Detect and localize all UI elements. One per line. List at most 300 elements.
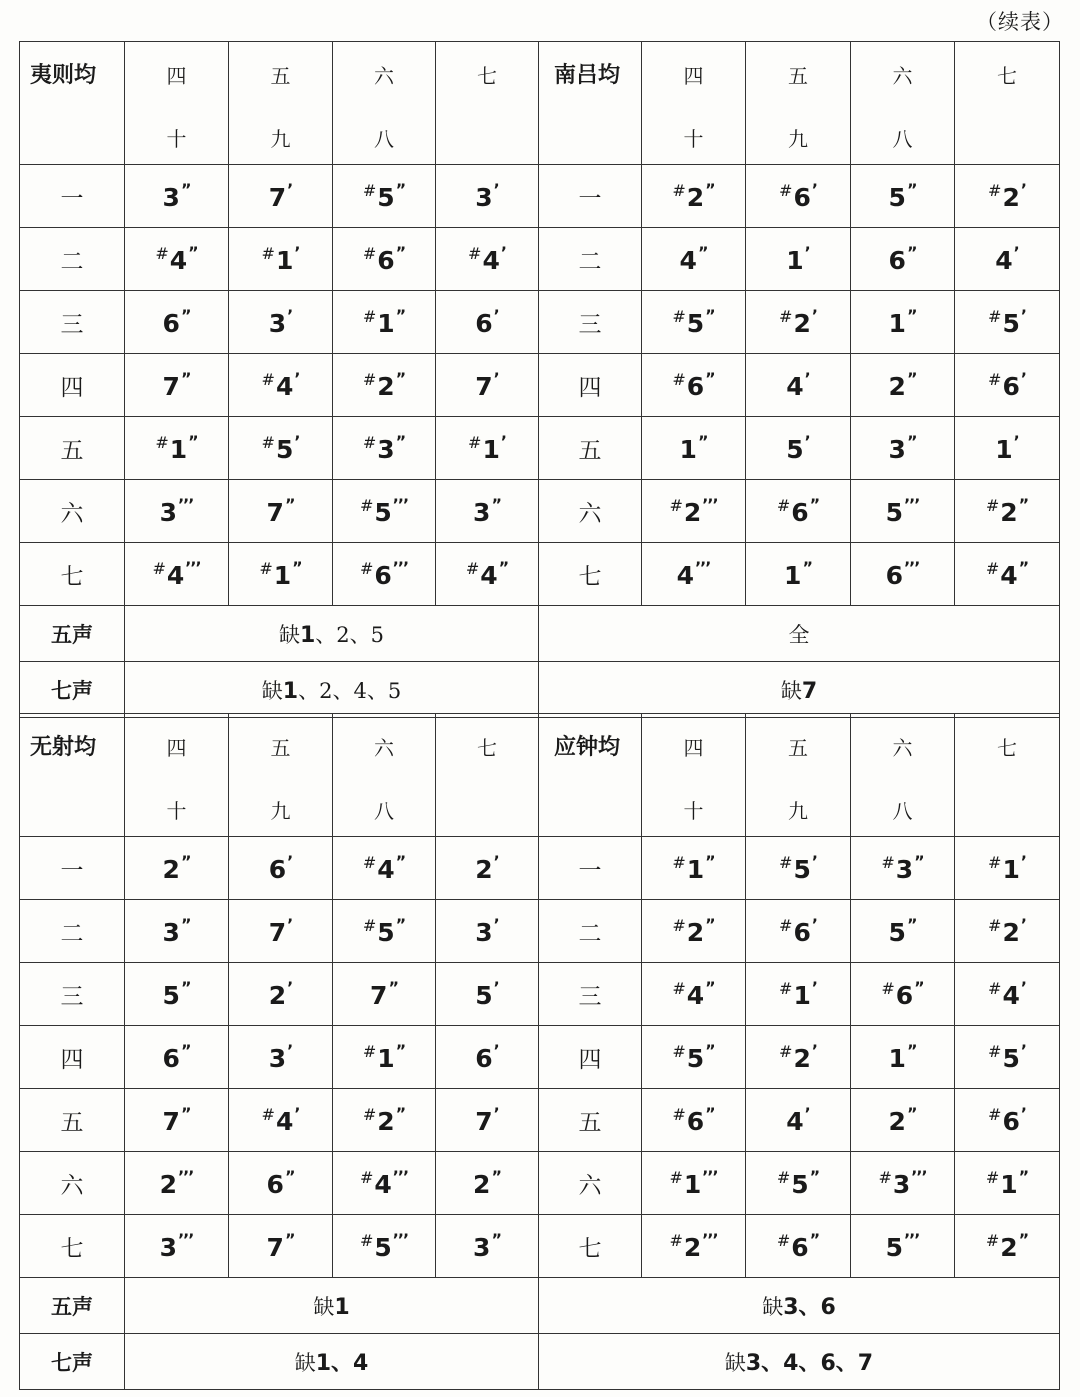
- octave-mark: ’: [804, 1104, 810, 1123]
- pitch-cell: [333, 417, 436, 480]
- octave-mark: ”: [1018, 495, 1029, 514]
- pitch-note: [363, 180, 405, 212]
- position-upper: 七: [997, 64, 1017, 88]
- octave-mark: ”: [705, 1104, 715, 1123]
- pitch-note: [363, 1041, 405, 1073]
- note-numeral: 5: [786, 435, 804, 464]
- pitch-note: [360, 558, 408, 590]
- sharp-sign: #: [362, 916, 377, 935]
- pitch-cell: [746, 480, 851, 543]
- string-number: 三: [539, 291, 642, 354]
- pitch-note: [988, 180, 1026, 212]
- string-number: 五: [539, 1089, 642, 1152]
- note-numeral: 3: [475, 918, 493, 947]
- pitch-note: [363, 243, 405, 275]
- pitch-note: [988, 915, 1026, 947]
- right-summary: [539, 1334, 1060, 1390]
- string-row: [20, 1215, 1060, 1278]
- pitch-note: [988, 1041, 1026, 1073]
- pitch-cell: [746, 1215, 851, 1278]
- octave-mark: ”: [180, 1104, 191, 1123]
- pitch-cell: [229, 543, 333, 606]
- string-number: 六: [20, 480, 125, 543]
- pitch-cell: [436, 291, 539, 354]
- pitch-cell: [436, 1026, 539, 1089]
- scale-label: 七声: [20, 1334, 125, 1390]
- note-numeral: 7: [266, 1233, 284, 1262]
- scale-label: 五声: [20, 606, 125, 662]
- summary-note: 3、4、6、7: [745, 1351, 874, 1376]
- string-number: 七: [20, 1215, 125, 1278]
- string-row: [20, 291, 1060, 354]
- string-position-header: [746, 42, 851, 165]
- pitch-cell: [955, 417, 1060, 480]
- octave-mark: ”: [906, 369, 917, 388]
- octave-mark: ”: [395, 180, 406, 199]
- octave-mark: ”: [491, 495, 501, 514]
- pitch-cell: [229, 1026, 333, 1089]
- sharp-sign: #: [779, 181, 793, 200]
- pitch-note: [473, 1167, 501, 1199]
- summary-note: 1、4: [315, 1351, 369, 1376]
- pitch-cell: [333, 1215, 436, 1278]
- note-numeral: 2: [159, 1170, 178, 1199]
- pitch-cell: [746, 963, 851, 1026]
- pitch-note: [155, 243, 197, 275]
- octave-mark: ’’’: [904, 1230, 920, 1249]
- pitch-cell: [955, 543, 1060, 606]
- string-position-header: [746, 714, 851, 837]
- pitch-cell: [229, 1152, 333, 1215]
- position-upper: 五: [788, 64, 808, 88]
- position-lower: 十: [166, 799, 187, 823]
- pitch-note: [672, 306, 714, 338]
- sharp-sign: #: [779, 853, 793, 872]
- note-numeral: 6: [686, 372, 705, 401]
- note-numeral: 2: [1000, 1233, 1018, 1262]
- summary-text: 缺: [278, 622, 300, 647]
- sharp-sign: #: [779, 307, 793, 326]
- note-numeral: 2: [1002, 183, 1020, 212]
- octave-mark: ’’’: [392, 558, 409, 577]
- sharp-sign: #: [259, 559, 273, 578]
- pitch-note: [786, 243, 809, 275]
- octave-mark: ”: [705, 180, 715, 199]
- pitch-cell: [333, 900, 436, 963]
- string-number: 二: [20, 900, 125, 963]
- pitch-note: [669, 1167, 717, 1199]
- string-number: 一: [539, 837, 642, 900]
- pitch-cell: [746, 354, 851, 417]
- note-numeral: 5: [791, 1170, 809, 1199]
- sharp-sign: #: [362, 370, 377, 389]
- position-lower: 八: [374, 799, 394, 823]
- octave-mark: ”: [705, 369, 715, 388]
- octave-mark: ”: [395, 915, 406, 934]
- octave-mark: ’: [1020, 978, 1026, 997]
- pitch-note: [475, 852, 498, 884]
- pitch-note: [360, 1167, 408, 1199]
- pitch-cell: [229, 291, 333, 354]
- note-numeral: 4: [786, 1107, 804, 1136]
- pitch-cell: [229, 480, 333, 543]
- pitch-cell: [642, 543, 746, 606]
- octave-mark: ”: [809, 495, 820, 514]
- pitch-cell: [642, 228, 746, 291]
- summary-rest: 、2、5: [315, 622, 385, 647]
- octave-mark: ”: [180, 978, 191, 997]
- position-lower: 九: [270, 799, 291, 823]
- pitch-cell: [125, 228, 229, 291]
- group-name: 应钟均: [539, 714, 642, 837]
- note-numeral: 3: [475, 183, 493, 212]
- string-number: 七: [20, 543, 125, 606]
- sharp-sign: #: [988, 181, 1002, 200]
- sharp-sign: #: [988, 370, 1002, 389]
- pitch-cell: [746, 900, 851, 963]
- octave-mark: ”: [1018, 1167, 1029, 1186]
- note-numeral: 1: [273, 561, 292, 590]
- position-lower: 九: [788, 127, 808, 151]
- missing-tones: [762, 1295, 836, 1319]
- note-numeral: 1: [1000, 1170, 1018, 1199]
- pitch-note: [779, 306, 817, 338]
- pitch-note: [267, 495, 295, 527]
- sharp-sign: #: [261, 244, 275, 263]
- octave-mark: ”: [188, 432, 198, 451]
- note-numeral: 6: [162, 1044, 180, 1073]
- pitch-cell: [125, 1215, 229, 1278]
- octave-mark: ’: [811, 1041, 817, 1060]
- summary-note: 1: [299, 622, 316, 648]
- pitch-cell: [955, 1089, 1060, 1152]
- note-numeral: 5: [475, 981, 493, 1010]
- sharp-sign: #: [261, 370, 275, 389]
- pitch-note: [160, 1230, 194, 1262]
- pitch-note: [786, 369, 809, 401]
- note-numeral: 3: [268, 309, 287, 338]
- note-numeral: 7: [162, 372, 180, 401]
- pitch-note: [468, 243, 506, 275]
- pitch-cell: [125, 1026, 229, 1089]
- octave-mark: ’: [493, 1104, 499, 1123]
- summary-text: 缺: [762, 1295, 784, 1319]
- pitch-note: [473, 495, 501, 527]
- octave-mark: ”: [1018, 1230, 1029, 1249]
- pitch-note: [779, 1041, 817, 1073]
- note-numeral: 5: [162, 981, 180, 1010]
- pitch-cell: [125, 480, 229, 543]
- string-position-header: [851, 714, 955, 837]
- pitch-note: [988, 369, 1026, 401]
- pitch-cell: [229, 228, 333, 291]
- pitch-note: [475, 1041, 498, 1073]
- octave-mark: ’: [493, 852, 499, 871]
- pitch-note: [262, 1104, 300, 1136]
- pitch-note: [163, 369, 191, 401]
- pitch-note: [886, 558, 920, 590]
- pitch-cell: [642, 1152, 746, 1215]
- seven-tone-row: [20, 1334, 1060, 1390]
- pitch-note: [269, 852, 292, 884]
- note-numeral: 4: [676, 561, 695, 590]
- pitch-cell: [229, 354, 333, 417]
- pitch-note: [475, 369, 498, 401]
- octave-mark: ’: [493, 978, 499, 997]
- string-row: [20, 480, 1060, 543]
- octave-mark: ”: [180, 1041, 191, 1060]
- pitch-note: [889, 180, 917, 212]
- sharp-sign: #: [779, 916, 793, 935]
- sharp-sign: #: [985, 1168, 1000, 1187]
- octave-mark: ’: [287, 1041, 293, 1060]
- note-numeral: 7: [162, 1107, 180, 1136]
- pitch-note: [360, 495, 408, 527]
- note-numeral: 5: [885, 498, 904, 527]
- octave-mark: ”: [705, 915, 715, 934]
- pitch-note: [680, 243, 708, 275]
- octave-mark: ”: [180, 180, 191, 199]
- octave-mark: ’: [1020, 852, 1026, 871]
- pitch-note: [160, 495, 194, 527]
- pitch-note: [779, 180, 817, 212]
- note-numeral: 6: [475, 1044, 493, 1073]
- pitch-note: [672, 1104, 714, 1136]
- pitch-note: [881, 978, 923, 1010]
- sharp-sign: #: [881, 853, 895, 872]
- pitch-note: [995, 243, 1018, 275]
- summary-note: 1: [334, 1294, 350, 1320]
- pitch-note: [672, 915, 714, 947]
- note-numeral: 2: [683, 498, 702, 527]
- sharp-sign: #: [465, 559, 480, 578]
- sharp-sign: #: [669, 1231, 683, 1250]
- note-numeral: 3: [895, 855, 914, 884]
- note-numeral: 7: [266, 498, 284, 527]
- position-upper: 五: [270, 64, 291, 88]
- pitch-note: [669, 1230, 717, 1262]
- sharp-sign: #: [881, 979, 895, 998]
- sharp-sign: #: [988, 853, 1002, 872]
- note-numeral: 3: [888, 435, 906, 464]
- sharp-sign: #: [672, 853, 686, 872]
- octave-mark: ’: [811, 978, 817, 997]
- summary-note: 3、6: [783, 1295, 836, 1320]
- position-lower: 十: [683, 127, 704, 151]
- octave-mark: ’’’: [702, 1167, 718, 1186]
- left-summary: [125, 1278, 539, 1334]
- pitch-note: [889, 243, 917, 275]
- octave-mark: ’: [804, 243, 810, 262]
- pitch-note: [672, 369, 714, 401]
- pitch-cell: [436, 900, 539, 963]
- note-numeral: 1: [786, 246, 804, 275]
- string-position-header: [436, 714, 539, 837]
- note-numeral: 2: [793, 1044, 811, 1073]
- octave-mark: ’: [294, 432, 300, 451]
- note-numeral: 3: [162, 183, 180, 212]
- string-number: 五: [20, 417, 125, 480]
- pitch-cell: [436, 417, 539, 480]
- pitch-note: [269, 978, 292, 1010]
- string-row: [20, 165, 1060, 228]
- pitch-note: [986, 495, 1028, 527]
- string-position-header: [125, 714, 229, 837]
- pitch-note: [475, 1104, 498, 1136]
- pitch-cell: [125, 543, 229, 606]
- octave-mark: ’: [811, 852, 817, 871]
- octave-mark: ’: [804, 432, 810, 451]
- sharp-sign: #: [985, 559, 1000, 578]
- octave-mark: ’: [1013, 432, 1019, 451]
- note-numeral: 4: [374, 1170, 392, 1199]
- pitch-note: [889, 369, 917, 401]
- pitch-cell: [333, 1152, 436, 1215]
- summary-text: 缺: [724, 1351, 746, 1375]
- five-tone-row: [20, 1278, 1060, 1334]
- note-numeral: 4: [482, 246, 500, 275]
- pitch-cell: [333, 1026, 436, 1089]
- pitch-cell: [851, 900, 955, 963]
- note-numeral: 4: [377, 855, 395, 884]
- note-numeral: 6: [895, 981, 914, 1010]
- note-numeral: 6: [793, 918, 811, 947]
- note-numeral: 1: [377, 309, 395, 338]
- octave-mark: ’’’: [904, 495, 920, 514]
- string-number: 一: [20, 837, 125, 900]
- octave-mark: ’’’: [392, 1167, 409, 1186]
- pitch-note: [267, 1167, 295, 1199]
- pitch-note: [163, 915, 191, 947]
- pitch-note: [363, 369, 405, 401]
- note-numeral: 6: [377, 246, 395, 275]
- left-summary: [125, 662, 539, 718]
- note-numeral: 3: [473, 498, 491, 527]
- pitch-cell: [436, 1215, 539, 1278]
- group-header-row: [20, 714, 1060, 837]
- octave-mark: ’: [287, 180, 293, 199]
- pitch-cell: [436, 543, 539, 606]
- position-upper: 六: [374, 64, 394, 88]
- sharp-sign: #: [359, 496, 374, 515]
- sharp-sign: #: [878, 1168, 892, 1187]
- pitch-cell: [642, 1026, 746, 1089]
- note-numeral: 4: [995, 246, 1013, 275]
- pitch-note: [363, 852, 405, 884]
- note-numeral: 2: [686, 183, 705, 212]
- octave-mark: ”: [188, 243, 198, 262]
- octave-mark: ’’’: [178, 1167, 194, 1186]
- pitch-cell: [436, 354, 539, 417]
- pitch-note: [473, 1230, 501, 1262]
- pitch-cell: [642, 1215, 746, 1278]
- string-number: 六: [539, 480, 642, 543]
- note-numeral: 5: [374, 1233, 392, 1262]
- pitch-note: [267, 1230, 295, 1262]
- string-number: 二: [20, 228, 125, 291]
- octave-mark: ”: [395, 306, 406, 325]
- position-lower: 八: [892, 799, 913, 823]
- string-number: 一: [20, 165, 125, 228]
- octave-mark: ”: [180, 915, 191, 934]
- octave-mark: ’: [500, 432, 506, 451]
- pitch-cell: [851, 228, 955, 291]
- string-row: [20, 900, 1060, 963]
- pitch-note: [269, 915, 292, 947]
- octave-mark: ’: [287, 306, 293, 325]
- pitch-note: [889, 306, 917, 338]
- string-row: [20, 1089, 1060, 1152]
- pitch-note: [986, 1167, 1028, 1199]
- pitch-cell: [125, 1089, 229, 1152]
- string-number: 四: [20, 1026, 125, 1089]
- pitch-cell: [333, 354, 436, 417]
- pitch-note: [155, 432, 197, 464]
- pitch-note: [986, 558, 1028, 590]
- octave-mark: ’: [493, 180, 499, 199]
- note-numeral: 3: [892, 1170, 911, 1199]
- pitch-cell: [955, 228, 1060, 291]
- note-numeral: 6: [162, 309, 180, 338]
- pitch-cell: [955, 963, 1060, 1026]
- pitch-cell: [125, 165, 229, 228]
- string-number: 五: [20, 1089, 125, 1152]
- pitch-cell: [436, 165, 539, 228]
- pitch-cell: [746, 543, 851, 606]
- sharp-sign: #: [152, 559, 166, 578]
- group-header-row: [20, 42, 1060, 165]
- string-position-header: [333, 714, 436, 837]
- note-numeral: 1: [793, 981, 811, 1010]
- sharp-sign: #: [988, 307, 1002, 326]
- five-tone-row: [20, 606, 1060, 662]
- sharp-sign: #: [362, 1042, 377, 1061]
- octave-mark: ”: [906, 432, 917, 451]
- position-lower: 九: [270, 127, 291, 151]
- note-numeral: 5: [888, 183, 906, 212]
- octave-mark: ”: [697, 432, 708, 451]
- scale-label: 五声: [20, 1278, 125, 1334]
- pitch-note: [986, 1230, 1028, 1262]
- pitch-cell: [851, 417, 955, 480]
- octave-mark: ”: [491, 1167, 501, 1186]
- pitch-note: [370, 978, 398, 1010]
- pitch-note: [163, 978, 191, 1010]
- string-number: 二: [539, 228, 642, 291]
- octave-mark: ”: [395, 369, 406, 388]
- note-numeral: 2: [683, 1233, 702, 1262]
- pitch-cell: [746, 1026, 851, 1089]
- note-numeral: 6: [793, 183, 811, 212]
- sharp-sign: #: [362, 433, 377, 452]
- missing-tones: [725, 1351, 873, 1375]
- pitch-cell: [642, 837, 746, 900]
- octave-mark: ’: [287, 852, 293, 871]
- note-numeral: 2: [377, 1107, 395, 1136]
- note-numeral: 4: [786, 372, 804, 401]
- string-number: 三: [539, 963, 642, 1026]
- pitch-cell: [851, 354, 955, 417]
- sharp-sign: #: [672, 307, 686, 326]
- sharp-sign: #: [985, 1231, 1000, 1250]
- note-numeral: 6: [266, 1170, 284, 1199]
- note-numeral: 1: [888, 309, 906, 338]
- pitch-cell: [642, 291, 746, 354]
- note-numeral: 4: [275, 1107, 294, 1136]
- pitch-note: [889, 1041, 917, 1073]
- sharp-sign: #: [988, 1105, 1002, 1124]
- pitch-note: [988, 306, 1026, 338]
